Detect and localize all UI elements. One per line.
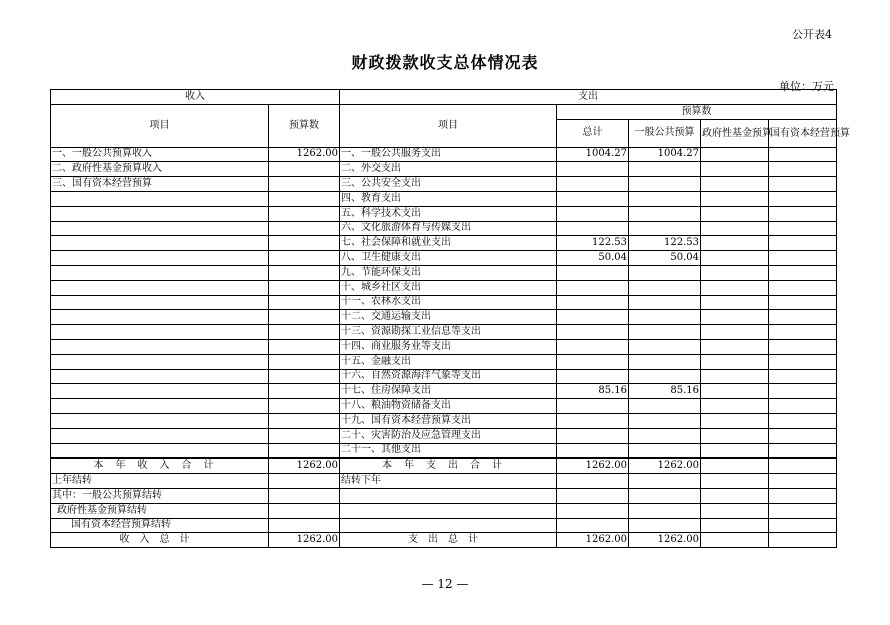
general-budget-value	[629, 369, 701, 384]
empty-cell	[701, 474, 769, 489]
income-amount	[269, 310, 340, 325]
empty-cell	[629, 474, 701, 489]
total-header: 总计	[557, 119, 629, 147]
page-number: — 12 —	[421, 577, 469, 591]
income-amount	[269, 354, 340, 369]
income-item	[51, 399, 269, 414]
budget-group-header: 预算数	[557, 104, 837, 119]
fund-budget-value	[701, 147, 769, 162]
income-item: 二、政府性基金预算收入	[51, 162, 269, 177]
grand-general: 1262.00	[629, 533, 701, 548]
general-budget-value	[629, 265, 701, 280]
fund-budget-value	[701, 265, 769, 280]
fund-budget-value	[701, 177, 769, 192]
income-amount	[269, 162, 340, 177]
state-capital-value	[769, 236, 837, 251]
expense-total	[557, 443, 629, 458]
state-capital-value	[769, 162, 837, 177]
income-amount	[269, 339, 340, 354]
empty-cell	[701, 503, 769, 518]
expense-total	[557, 428, 629, 443]
income-item	[51, 280, 269, 295]
expense-total	[557, 369, 629, 384]
income-amount	[269, 369, 340, 384]
expense-total	[557, 191, 629, 206]
table-row	[51, 339, 837, 354]
empty-cell	[701, 488, 769, 503]
empty-cell	[557, 488, 629, 503]
table-row	[51, 206, 837, 221]
general-budget-value: 50.04	[629, 251, 701, 266]
income-amount	[269, 191, 340, 206]
expense-total	[557, 206, 629, 221]
general-budget-value: 1004.27	[629, 147, 701, 162]
expense-total	[557, 339, 629, 354]
empty-cell	[629, 503, 701, 518]
income-item	[51, 354, 269, 369]
income-amount	[269, 399, 340, 414]
expense-item: 二十、灾害防治及应急管理支出	[340, 428, 557, 443]
state-capital-value	[769, 369, 837, 384]
fund-budget-value	[701, 310, 769, 325]
general-budget-value	[629, 413, 701, 428]
expense-total	[557, 413, 629, 428]
general-budget-header: 一般公共预算	[629, 119, 701, 147]
fund-budget-value	[701, 384, 769, 399]
general-budget-value	[629, 354, 701, 369]
empty-cell	[701, 518, 769, 533]
carry-income-item: 上年结转	[51, 474, 269, 489]
table-row	[51, 310, 837, 325]
state-capital-value	[769, 147, 837, 162]
table-row	[51, 221, 837, 236]
expense-item: 十三、资源勘探工业信息等支出	[340, 325, 557, 340]
income-amount	[269, 384, 340, 399]
expense-item: 十、城乡社区支出	[340, 280, 557, 295]
income-amount	[269, 206, 340, 221]
table-row	[51, 147, 837, 162]
empty-cell	[769, 488, 837, 503]
fund-budget-value	[701, 162, 769, 177]
general-budget-value: 85.16	[629, 384, 701, 399]
expense-item: 四、教育支出	[340, 191, 557, 206]
expense-item: 十九、国有资本经营预算支出	[340, 413, 557, 428]
expense-item: 二十一、其他支出	[340, 443, 557, 458]
state-capital-header: 国有资本经营预算	[769, 119, 837, 147]
fund-budget-value	[701, 399, 769, 414]
state-capital-value	[769, 295, 837, 310]
income-item	[51, 384, 269, 399]
table-row	[51, 295, 837, 310]
empty-cell	[269, 474, 340, 489]
general-budget-value	[629, 310, 701, 325]
table-row	[51, 177, 837, 192]
expense-total	[557, 310, 629, 325]
expense-item: 十二、交通运输支出	[340, 310, 557, 325]
expense-total: 50.04	[557, 251, 629, 266]
table-row	[51, 399, 837, 414]
expense-total: 122.53	[557, 236, 629, 251]
empty-cell	[769, 518, 837, 533]
expense-total: 85.16	[557, 384, 629, 399]
grand-total-row	[51, 533, 837, 548]
state-capital-value	[769, 251, 837, 266]
general-budget-value	[629, 399, 701, 414]
expense-item: 一、一般公共服务支出	[340, 147, 557, 162]
table-row	[51, 384, 837, 399]
empty-cell	[769, 474, 837, 489]
carry-expense-item	[340, 503, 557, 518]
table-row	[51, 280, 837, 295]
income-item	[51, 428, 269, 443]
income-subtotal-label: 本年收入合计	[51, 458, 269, 473]
expense-total	[557, 325, 629, 340]
income-item	[51, 221, 269, 236]
income-amount	[269, 428, 340, 443]
fund-budget-value	[701, 325, 769, 340]
expense-total	[557, 265, 629, 280]
expense-item: 二、外交支出	[340, 162, 557, 177]
subtotal-total: 1262.00	[557, 458, 629, 473]
table-row	[51, 354, 837, 369]
expense-total	[557, 177, 629, 192]
empty-cell	[557, 518, 629, 533]
income-grand-amount: 1262.00	[269, 533, 340, 548]
carry-row	[51, 474, 837, 489]
expense-item: 八、卫生健康支出	[340, 251, 557, 266]
grand-fund	[701, 533, 769, 548]
general-budget-value	[629, 295, 701, 310]
carry-expense-item	[340, 488, 557, 503]
general-budget-value	[629, 206, 701, 221]
expense-header: 支出	[340, 90, 837, 105]
document-title: 财政拨款收支总体情况表	[351, 53, 539, 72]
empty-cell	[269, 518, 340, 533]
table-row	[51, 443, 837, 458]
fund-budget-value	[701, 221, 769, 236]
subtotal-state	[769, 458, 837, 473]
income-amount	[269, 295, 340, 310]
income-item	[51, 295, 269, 310]
state-capital-value	[769, 265, 837, 280]
fund-budget-value	[701, 236, 769, 251]
fund-budget-value	[701, 191, 769, 206]
empty-cell	[557, 474, 629, 489]
table-row	[51, 413, 837, 428]
income-amount	[269, 236, 340, 251]
table-row	[51, 325, 837, 340]
subtotal-row	[51, 458, 837, 473]
subtotal-fund	[701, 458, 769, 473]
income-item	[51, 251, 269, 266]
state-capital-value	[769, 399, 837, 414]
empty-cell	[269, 503, 340, 518]
table-row	[51, 162, 837, 177]
income-item: 三、国有资本经营预算	[51, 177, 269, 192]
grand-total: 1262.00	[557, 533, 629, 548]
state-capital-value	[769, 428, 837, 443]
income-amount	[269, 280, 340, 295]
expense-total	[557, 295, 629, 310]
income-item	[51, 413, 269, 428]
state-capital-value	[769, 177, 837, 192]
general-budget-value	[629, 177, 701, 192]
expense-total	[557, 354, 629, 369]
general-budget-value	[629, 325, 701, 340]
general-budget-value	[629, 443, 701, 458]
carry-row	[51, 518, 837, 533]
fund-budget-value	[701, 369, 769, 384]
table-row	[51, 428, 837, 443]
fund-budget-value	[701, 295, 769, 310]
income-item	[51, 191, 269, 206]
fund-budget-value	[701, 206, 769, 221]
expense-total	[557, 399, 629, 414]
income-item	[51, 310, 269, 325]
fund-budget-value	[701, 428, 769, 443]
expense-grand-label: 支出总计	[340, 533, 557, 548]
carry-income-item: 政府性基金预算结转	[51, 503, 269, 518]
fund-budget-value	[701, 443, 769, 458]
fund-budget-value	[701, 339, 769, 354]
empty-cell	[629, 518, 701, 533]
state-capital-value	[769, 413, 837, 428]
income-amount	[269, 413, 340, 428]
carry-expense-item: 结转下年	[340, 474, 557, 489]
state-capital-value	[769, 221, 837, 236]
expense-total: 1004.27	[557, 147, 629, 162]
table-row	[51, 236, 837, 251]
state-capital-value	[769, 354, 837, 369]
income-item: 一、一般公共预算收入	[51, 147, 269, 162]
general-budget-value	[629, 162, 701, 177]
carry-income-item: 国有资本经营预算结转	[51, 518, 269, 533]
expense-item: 三、公共安全支出	[340, 177, 557, 192]
empty-cell	[557, 503, 629, 518]
carry-row	[51, 503, 837, 518]
table-row	[51, 265, 837, 280]
expense-item: 十八、粮油物资储备支出	[340, 399, 557, 414]
expense-item: 五、科学技术支出	[340, 206, 557, 221]
general-budget-value	[629, 280, 701, 295]
income-item	[51, 443, 269, 458]
carry-expense-item	[340, 518, 557, 533]
carry-income-item: 其中：一般公共预算结转	[51, 488, 269, 503]
table-number-label: 公开表4	[792, 28, 832, 41]
general-budget-value	[629, 191, 701, 206]
expense-item: 六、文化旅游体育与传媒支出	[340, 221, 557, 236]
income-amount	[269, 221, 340, 236]
income-amount: 1262.00	[269, 147, 340, 162]
expense-item: 十一、农林水支出	[340, 295, 557, 310]
state-capital-value	[769, 280, 837, 295]
state-capital-value	[769, 339, 837, 354]
grand-state	[769, 533, 837, 548]
general-budget-value	[629, 339, 701, 354]
budget-table	[50, 89, 850, 548]
income-budget-header: 预算数	[269, 104, 340, 147]
empty-cell	[629, 488, 701, 503]
income-item	[51, 206, 269, 221]
expense-item: 十四、商业服务业等支出	[340, 339, 557, 354]
general-budget-value	[629, 428, 701, 443]
carry-row	[51, 488, 837, 503]
income-item	[51, 236, 269, 251]
income-subtotal-amount: 1262.00	[269, 458, 340, 473]
table-row	[51, 369, 837, 384]
state-capital-value	[769, 310, 837, 325]
fund-budget-value	[701, 413, 769, 428]
subtotal-general: 1262.00	[629, 458, 701, 473]
table-row	[51, 251, 837, 266]
income-grand-label: 收入总计	[51, 533, 269, 548]
empty-cell	[269, 488, 340, 503]
expense-subtotal-label: 本年支出合计	[340, 458, 557, 473]
income-item	[51, 369, 269, 384]
expense-item: 十六、自然资源海洋气象等支出	[340, 369, 557, 384]
state-capital-value	[769, 325, 837, 340]
general-budget-value	[629, 221, 701, 236]
fund-budget-value	[701, 251, 769, 266]
state-capital-value	[769, 384, 837, 399]
income-amount	[269, 325, 340, 340]
expense-total	[557, 221, 629, 236]
expense-item: 十五、金融支出	[340, 354, 557, 369]
table-row	[51, 191, 837, 206]
state-capital-value	[769, 191, 837, 206]
income-amount	[269, 443, 340, 458]
expense-total	[557, 162, 629, 177]
general-budget-value: 122.53	[629, 236, 701, 251]
table-body	[51, 147, 837, 458]
income-item	[51, 325, 269, 340]
income-header: 收入	[51, 90, 340, 105]
fund-budget-value	[701, 354, 769, 369]
income-amount	[269, 251, 340, 266]
expense-item: 十七、住房保障支出	[340, 384, 557, 399]
expense-item: 九、节能环保支出	[340, 265, 557, 280]
income-item-header: 项目	[51, 104, 269, 147]
expense-item-header: 项目	[340, 104, 557, 147]
income-amount	[269, 265, 340, 280]
state-capital-value	[769, 443, 837, 458]
unit-label: 单位：万元	[779, 80, 834, 93]
fund-budget-value	[701, 280, 769, 295]
income-amount	[269, 177, 340, 192]
income-item	[51, 339, 269, 354]
expense-total	[557, 280, 629, 295]
table-footer	[51, 458, 837, 547]
expense-item: 七、社会保障和就业支出	[340, 236, 557, 251]
fund-budget-header: 政府性基金预算	[701, 119, 769, 147]
state-capital-value	[769, 206, 837, 221]
income-item	[51, 265, 269, 280]
empty-cell	[769, 503, 837, 518]
